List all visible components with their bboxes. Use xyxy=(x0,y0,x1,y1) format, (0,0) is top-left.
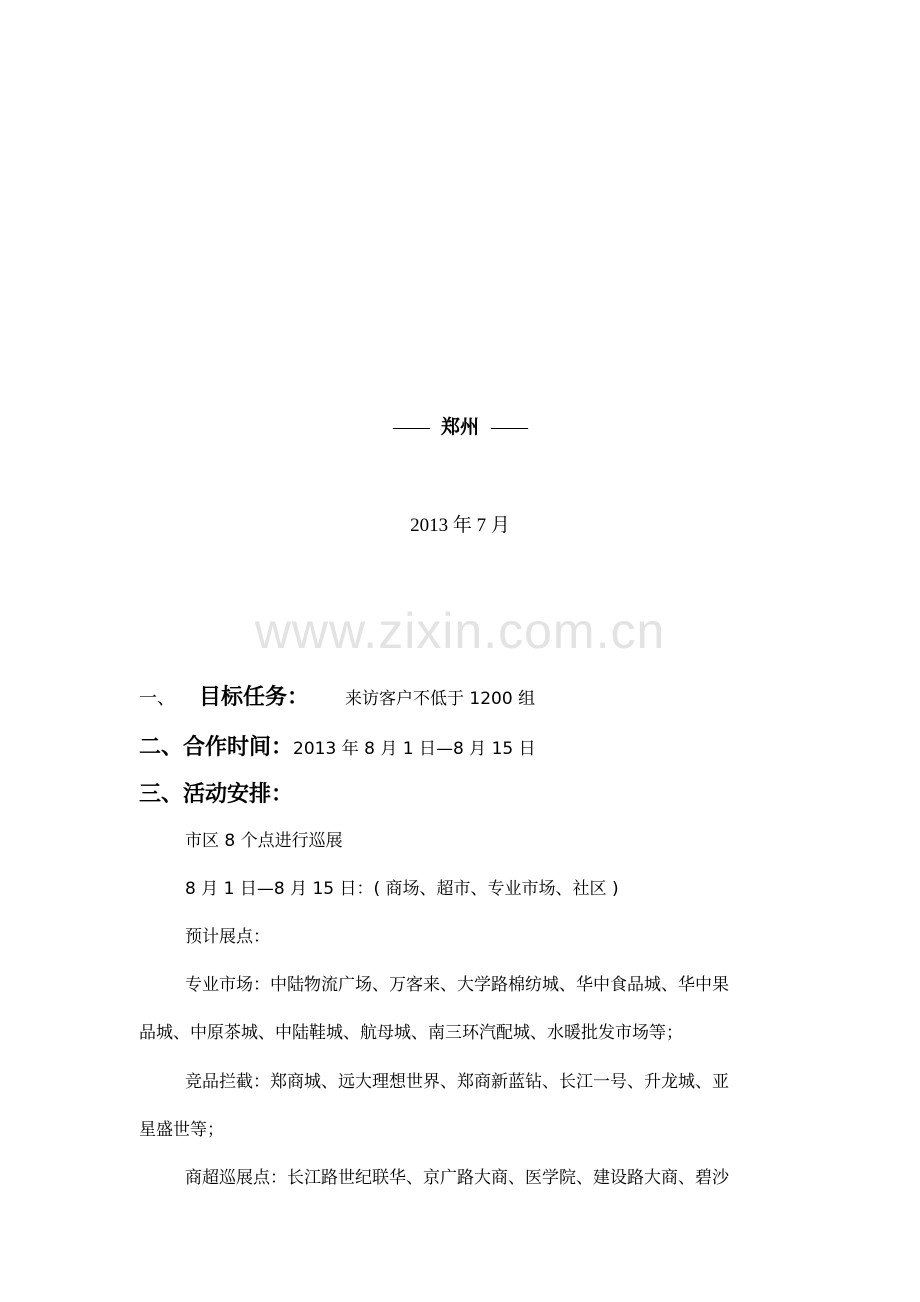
section-value: 2013 年 8 月 1 日—8 月 15 日 xyxy=(293,739,536,759)
city-name: 郑州 xyxy=(440,416,479,438)
body-line: 品城、中原茶城、中陆鞋城、航母城、南三环汽配城、水暖批发市场等； xyxy=(139,1023,683,1043)
dash-right: —— xyxy=(491,417,527,438)
body-line: 8 月 1 日—8 月 15 日：( 商场、超市、专业市场、社区 ) xyxy=(185,879,619,899)
section-cooperation-time xyxy=(139,730,536,761)
section-number: 一、 xyxy=(139,688,175,709)
dash-left: —— xyxy=(392,417,429,438)
section-value: 来访客户不低于 1200 组 xyxy=(345,689,536,709)
section-activity-plan xyxy=(139,777,293,808)
body-line: 商超巡展点：长江路世纪联华、京广路大商、医学院、建设路大商、碧沙 xyxy=(185,1168,729,1188)
body-line: 星盛世等； xyxy=(139,1120,224,1140)
section-target-task xyxy=(139,680,535,711)
section-number: 二、 xyxy=(139,735,184,760)
body-line: 专业市场：中陆物流广场、万客来、大学路棉纺城、华中食品城、华中果 xyxy=(185,975,729,995)
document-date: 2013 年 7 月 xyxy=(410,515,510,536)
body-line: 竞品拦截：郑商城、远大理想世界、郑商新蓝钻、长江一号、升龙城、亚 xyxy=(185,1072,729,1092)
city-line xyxy=(0,412,920,439)
body-line: 预计展点： xyxy=(185,927,270,947)
section-number: 三、 xyxy=(139,782,184,807)
section-title: 合作时间： xyxy=(183,735,294,760)
section-title: 目标任务： xyxy=(199,685,310,710)
section-title: 活动安排： xyxy=(183,782,294,807)
body-line: 市区 8 个点进行巡展 xyxy=(185,831,343,851)
watermark-text: www.zixin.com.cn xyxy=(254,603,666,659)
